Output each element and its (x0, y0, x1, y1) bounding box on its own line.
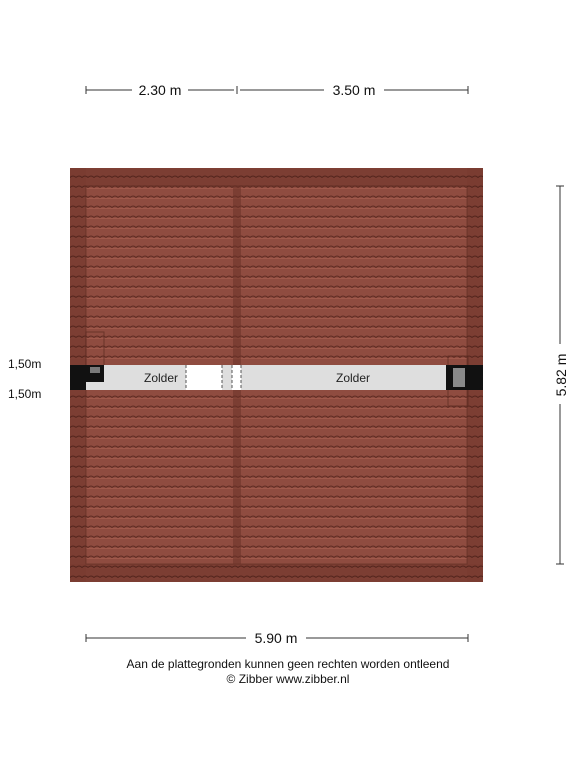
copyright-text: © Zibber www.zibber.nl (226, 672, 350, 686)
attic-floor (70, 365, 483, 390)
room-label-right: Zolder (335, 371, 371, 385)
top-dimension (86, 82, 468, 98)
dim-top-left: 2.30 m (138, 82, 182, 98)
height-label-upper: 1,50m (8, 357, 42, 371)
right-dimension (553, 186, 569, 564)
dim-right: 5.82 m (553, 353, 569, 397)
dim-top-right: 3.50 m (332, 82, 376, 98)
dim-bottom: 5.90 m (254, 630, 298, 646)
disclaimer-text: Aan de plattegronden kunnen geen rechten worden ontleend (126, 657, 450, 671)
height-label-lower: 1,50m (8, 387, 42, 401)
bottom-dimension (86, 630, 468, 646)
room-label-left: Zolder (143, 371, 179, 385)
